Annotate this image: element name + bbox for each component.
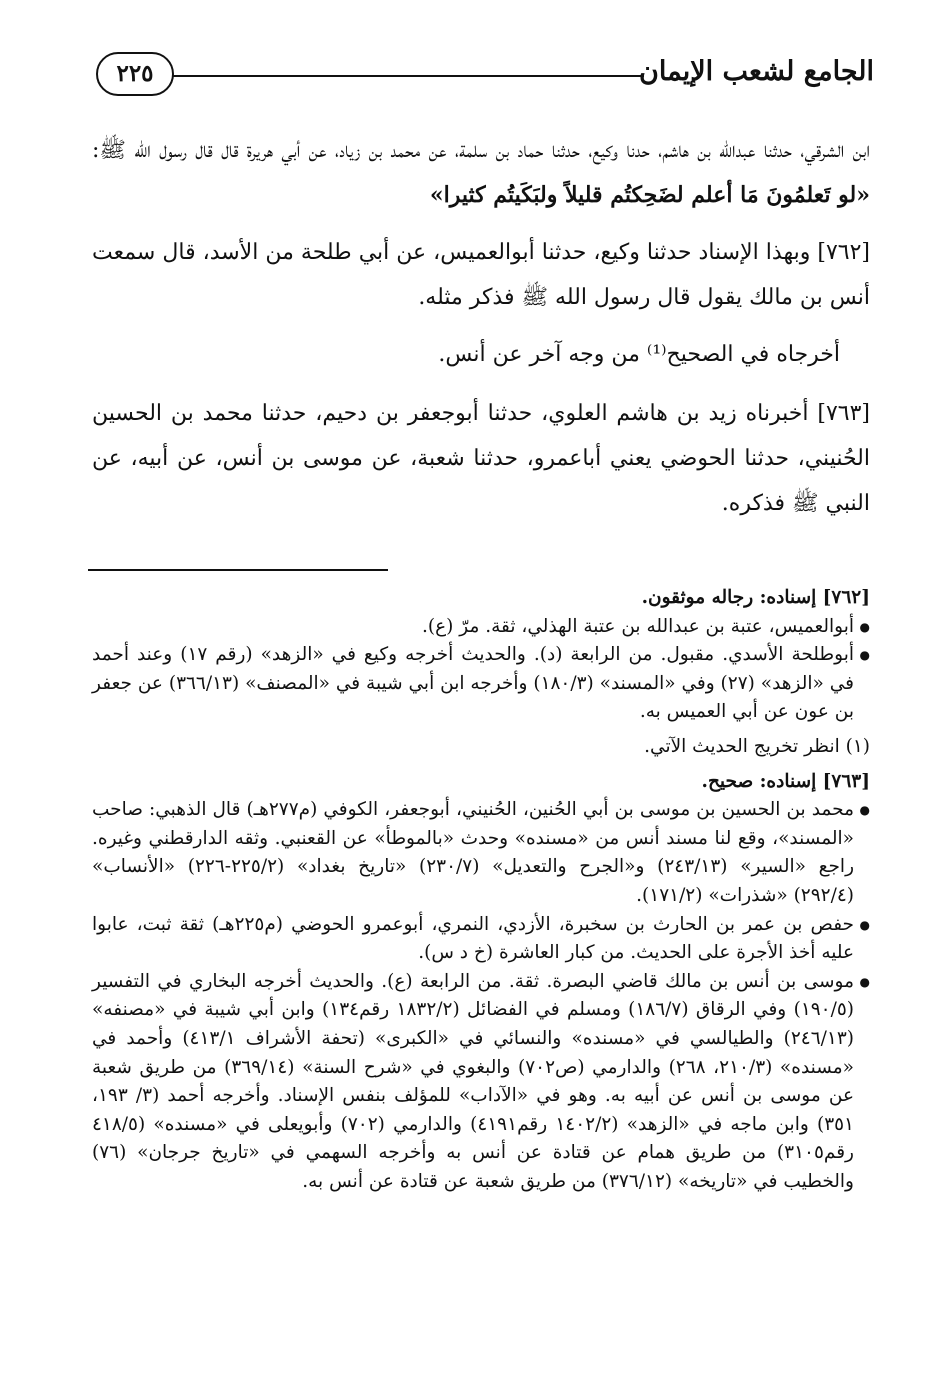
paragraph-text: وبهذا الإسناد حدثنا وكيع، حدثنا أبوالعميس، عن أبي طلحة من الأسد، قال سمعت أنس بن مالك يقول قال رسول الله ﷺ فذكر مثله. xyxy=(92,240,870,310)
list-item: ● محمد بن الحسين بن موسى بن أبي الحُنين، الحُنيني، أبوجعفر، الكوفي (م٢٧٧هـ) قال الذهبي: صاحب «المسند»، وقع لنا مسند أنس من «مسنده» وحدث «بالموطأ» عن القعنبي. وثقه الدارقطني وغيره. راجع «السير» (٢٤٣/١٣) و«الجرح والتعديل» (٢٣٠/٧) «تاريخ بغداد» (٢٢٥/٢-٢٢٦) «الأنساب» (٢٩٢/٤) «شذرات» (١٧١/٢). xyxy=(92,796,870,910)
takhrij-note xyxy=(92,332,870,377)
list-item: ● أبوطلحة الأسدي. مقبول. من الرابعة (د). والحديث أخرجه وكيع في «الزهد» (رقم ١٧) وعند أحمد في «الزهد» (٢٧) وفي «المسند» (١٨٠/٣) وأخرجه ابن أبي شيبة في «المصنف» (٣٦٦/١٣) عن جعفر بن عون عن أبي العميس به. xyxy=(92,641,870,727)
hadith-762 xyxy=(92,230,870,320)
book-title: الجامع لشعب الإيمان xyxy=(639,56,874,87)
footnote-separator xyxy=(88,569,388,571)
note-heading-763: [٧٦٣] إسناده: صحيح. xyxy=(701,770,870,792)
hadith-paragraph xyxy=(92,128,870,218)
paragraph-text: أخبرناه زيد بن هاشم العلوي، حدثنا أبوجعفر بن دحيم، حدثنا محمد بن الحسين الحُنيني، حدثنا الحوضي يعني أباعمرو، حدثنا شعبة، عن موسى بن أنس، عن أبيه، عن النبي ﷺ فذكره. xyxy=(92,401,870,516)
hadith-763 xyxy=(92,391,870,526)
paragraph-text: ابن الشرقي، حدثنا عبدالله بن هاشم، حدنا وكيع، حدثنا حماد بن سلمة، عن محمد بن زياد، عن أبي هريرة قال قال رسول الله ﷺ: xyxy=(92,138,870,163)
list-item: ● أبوالعميس، عتبة بن عبدالله بن عتبة الهذلي، ثقة. مرّ (ع). xyxy=(92,613,870,642)
page-number: ٢٢٥ xyxy=(96,52,174,96)
footnotes xyxy=(92,584,870,1196)
note-list-763 xyxy=(92,796,870,1196)
note-list-762 xyxy=(92,613,870,727)
footnote-1: (١) انظر تخريج الحديث الآتي. xyxy=(644,735,870,757)
paragraph-text: أخرجاه في الصحيح⁽¹⁾ من وجه آخر عن أنس. xyxy=(438,342,840,367)
list-item: ● حفص بن عمر بن الحارث بن سخبرة، الأزدي، النمري، أبوعمرو الحوضي (م٢٢٥هـ) ثقة ثبت، عابوا عليه أخذ الأجرة على الحديث. من كبار العاشرة (خ د س). xyxy=(92,911,870,968)
list-item: ● موسى بن أنس بن مالك قاضي البصرة. ثقة. من الرابعة (ع). والحديث أخرجه البخاري في التفسير (١٩٠/٥) وفي الرقاق (١٨٦/٧) ومسلم في الفضائل (١٨٣٢/٢ رقم١٣٤) وابن أبي شيبة في «مصنفه» (٢٤٦/١٣) والطيالسي في «مسنده» والنسائي في «الكبرى» (تحفة الأشراف ٤١٣/١) وأحمد في «مسنده» (٢١٠/٣، ٢٦٨) والدارمي (ص٧٠٢) والبغوي في «شرح السنة» (٣٦٩/١٤) من طريق شعبة عن موسى بن أنس عن أبيه به. وهو في «الآداب» للمؤلف بنفس الإسناد. وأخرجه أحمد (٣/ ١٩٣، ٣٥١) وابن ماجه في «الزهد» (١٤٠٢/٢ رقم٤١٩١) والدارمي (٧٠٢) وأبويعلى في «مسنده» (٤١٨/٥ رقم٣١٠٥) من طريق همام عن قتادة عن أنس به وأخرجه السهمي في «تاريخ جرجان» (٧٦) والخطيب في «تاريخه» (٣٧٦/١٢) من طريق شعبة عن قتادة عن أنس به. xyxy=(92,968,870,1197)
running-header xyxy=(96,52,874,98)
note-heading-762: [٧٦٢] إسناده: رجاله موثقون. xyxy=(641,587,870,608)
hadith-number: [٧٦٢] xyxy=(817,240,870,265)
hadith-quote: «لو تَعلمُونَ مَا أعلم لضَحِكتُم قليلاً ولبَكَيتُم كثيرا» xyxy=(429,182,870,208)
main-text xyxy=(92,128,870,538)
hadith-number: [٧٦٣] xyxy=(817,401,870,426)
header-rule xyxy=(172,75,644,77)
